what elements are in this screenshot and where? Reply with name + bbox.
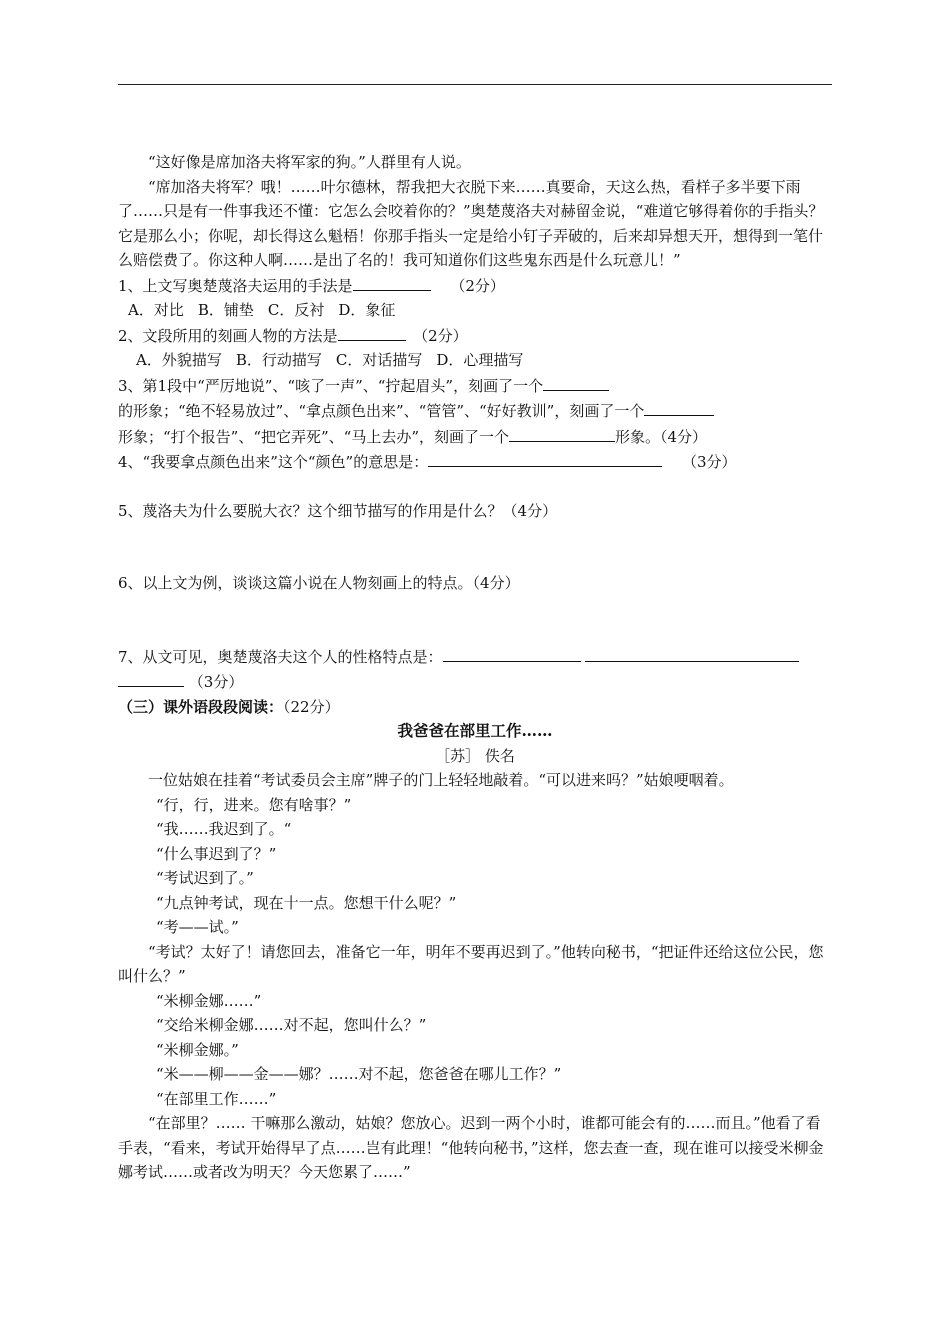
question-2: 2、文段所用的刻画人物的方法是 （2分）: [118, 323, 832, 349]
question-1-options: [118, 298, 832, 323]
story-line: “考——试。”: [156, 918, 239, 936]
question-1: 1、上文写奥楚蔑洛夫运用的手法是 （2分）: [118, 273, 832, 299]
answer-blank[interactable]: [585, 644, 799, 662]
question-6: 6、以上文为例，谈谈这篇小说在人物刻画上的特点。（4分）: [118, 574, 520, 592]
story-paragraph: “考试？太好了！请您回去，准备它一年，明年不要再迟到了。”他转向秘书，“把证件还给这位公民，您叫什么？”: [118, 942, 824, 985]
story-line: 一位姑娘在挂着“考试委员会主席”牌子的门上轻轻地敲着。“可以进来吗？”姑娘哽咽着。: [148, 771, 734, 789]
story-line: “考试迟到了。”: [156, 869, 254, 887]
story-line: “九点钟考试，现在十一点。您想干什么呢？”: [156, 893, 457, 912]
document-content: [118, 150, 832, 1185]
question-3: 3、第1段中“严厉地说”、“咳了一声”、“拧起眉头”，刻画了一个 的形象；“绝不轻易放过”、“拿点颜色出来”、“管管”、“好好教训”，刻画了一个 形象；“打个报告”、“把它弄死”、“马上去办”，刻画了一个 形象。（4分）: [118, 373, 832, 450]
section-heading: （三）课外语段段阅读：（22分）: [118, 697, 340, 716]
question-7: 7、从文可见，奥楚蔑洛夫这个人的性格特点是： （3分）: [118, 644, 832, 695]
option-d[interactable]: D．心理描写: [436, 351, 524, 369]
option-a[interactable]: A．外貌描写: [136, 351, 222, 369]
story-author: ［苏］ 佚名: [435, 746, 515, 765]
option-d[interactable]: D．象征: [338, 301, 396, 319]
story-line: “米柳金娜。”: [156, 1040, 239, 1059]
story-line: “在部里工作……”: [156, 1089, 277, 1108]
story-line: “交给米柳金娜……对不起，您叫什么？”: [156, 1016, 427, 1034]
story-title: 我爸爸在部里工作……: [397, 721, 553, 740]
answer-blank[interactable]: [644, 398, 714, 416]
answer-blank[interactable]: [428, 449, 662, 467]
story-line: “米——柳——金——娜？……对不起，您爸爸在哪儿工作？”: [156, 1065, 562, 1083]
passage-paragraph-1: “这好像是席加洛夫将军家的狗。”人群里有人说。: [148, 153, 471, 171]
passage-paragraph-2: “席加洛夫将军？哦！……叶尔德林，帮我把大衣脱下来……真要命，天这么热，看样子多半要下雨了……只是有一件事我还不懂：它怎么会咬着你的？”奥楚蔑洛夫对赫留金说，“难道它够得着你的手指头？它是那么小；你呢，却长得这么魁梧！你那手指头一定是给小钉子弄破的，后来却异想天开，想得到一笔什么赔偿费了。你这种人啊……是出了名的！我可知道你们这些鬼东西是什么玩意儿！”: [118, 177, 824, 269]
option-c[interactable]: C．对话描写: [335, 351, 423, 369]
option-c[interactable]: C．反衬: [267, 301, 325, 319]
question-2-options: [118, 348, 832, 373]
answer-blank[interactable]: [118, 669, 184, 687]
option-b[interactable]: B．铺垫: [197, 301, 254, 319]
answer-blank[interactable]: [509, 424, 615, 442]
story-paragraph: “在部里？…… 干嘛那么激动，姑娘？您放心。迟到一两个小时，谁都可能会有的……而且。”他看了看手表，“看来，考试开始得早了点……岂有此理！“他转向秘书，”这样，您去查一查，现在谁可以接受米柳金娜考试……或者改为明天？今天您累了……”: [118, 1114, 824, 1181]
story-line: “米柳金娜……”: [156, 991, 262, 1010]
option-b[interactable]: B．行动描写: [235, 351, 322, 369]
answer-blank[interactable]: [353, 273, 431, 291]
story-line: “什么事迟到了？”: [156, 844, 277, 863]
story-line: “我……我迟到了。“: [156, 820, 292, 838]
answer-blank[interactable]: [338, 323, 406, 341]
story-line: “行，行，进来。您有啥事？”: [156, 795, 352, 814]
header-rule: [118, 84, 832, 85]
answer-blank[interactable]: [543, 373, 609, 391]
answer-blank[interactable]: [443, 644, 581, 662]
question-5: 5、蔑洛夫为什么要脱大衣？这个细节描写的作用是什么？（4分）: [118, 501, 558, 520]
option-a[interactable]: A．对比: [128, 301, 184, 319]
question-4: 4、“我要拿点颜色出来”这个“颜色”的意思是： （3分）: [118, 449, 832, 475]
